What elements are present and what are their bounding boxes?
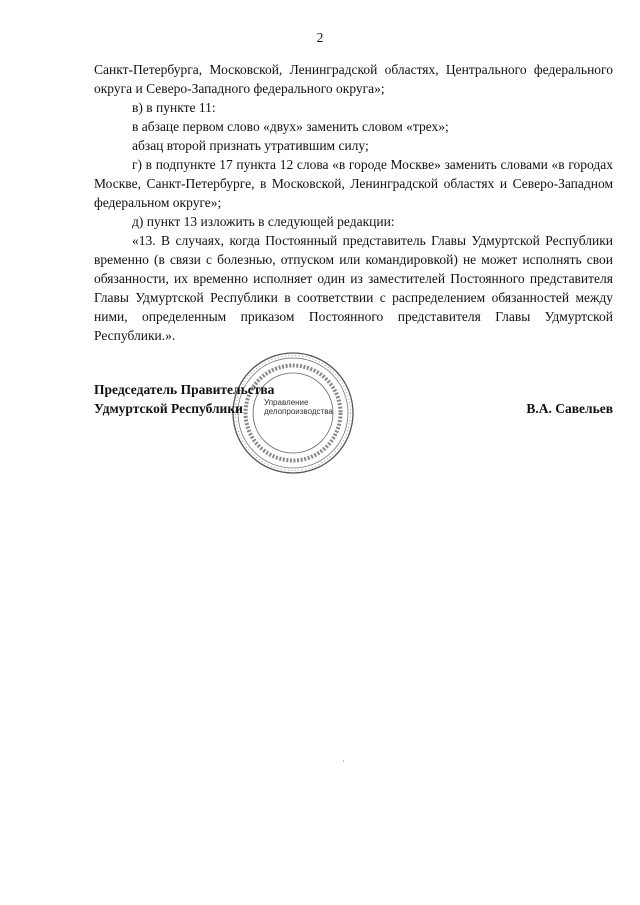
- signatory-title: [94, 380, 274, 418]
- page-number: 2: [316, 30, 324, 45]
- signatory-title-line1: Председатель Правительства: [94, 382, 275, 397]
- seal-label-line2: делопроизводства: [264, 407, 333, 416]
- paragraph-item-d: д) пункт 13 изложить в следующей редакции:: [132, 214, 395, 229]
- scan-speck: [343, 760, 344, 762]
- paragraph-item-v: в) в пункте 11:: [132, 100, 216, 115]
- seal-label: [264, 398, 350, 416]
- paragraph-item-g: г) в подпункте 17 пункта 12 слова «в городе Москве» заменить словами «в городах Москве, Санкт-Петербурге, в Московской, Ленинградской областях и Северо-Западном федеральном округе»;: [94, 157, 613, 210]
- paragraph-item-v-second: абзац второй признать утратившим силу;: [132, 138, 369, 153]
- paragraph-continuation: Санкт-Петербурга, Московской, Ленинградской областях, Центрального федерального округа и Северо-Западного федерального округа»;: [94, 62, 613, 96]
- paragraph-item-v-first: в абзаце первом слово «двух» заменить словом «трех»;: [132, 119, 449, 134]
- signatory-name: В.А. Савельев: [526, 401, 613, 416]
- signatory-title-line2: Удмуртской Республики: [94, 401, 243, 416]
- document-body: [94, 60, 613, 345]
- seal-label-line1: Управление: [264, 398, 309, 407]
- paragraph-point-13: «13. В случаях, когда Постоянный представитель Главы Удмуртской Республики временно (в связи с болезнью, отпуском или командировкой) не может исполнять свои обязанности, их временно исполняет один из заместителей Постоянного представителя Главы Удмуртской Республики в соответствии с распределением обязанностей между ними, определенным приказом Постоянного представителя Главы Удмуртской Республики.».: [94, 233, 613, 343]
